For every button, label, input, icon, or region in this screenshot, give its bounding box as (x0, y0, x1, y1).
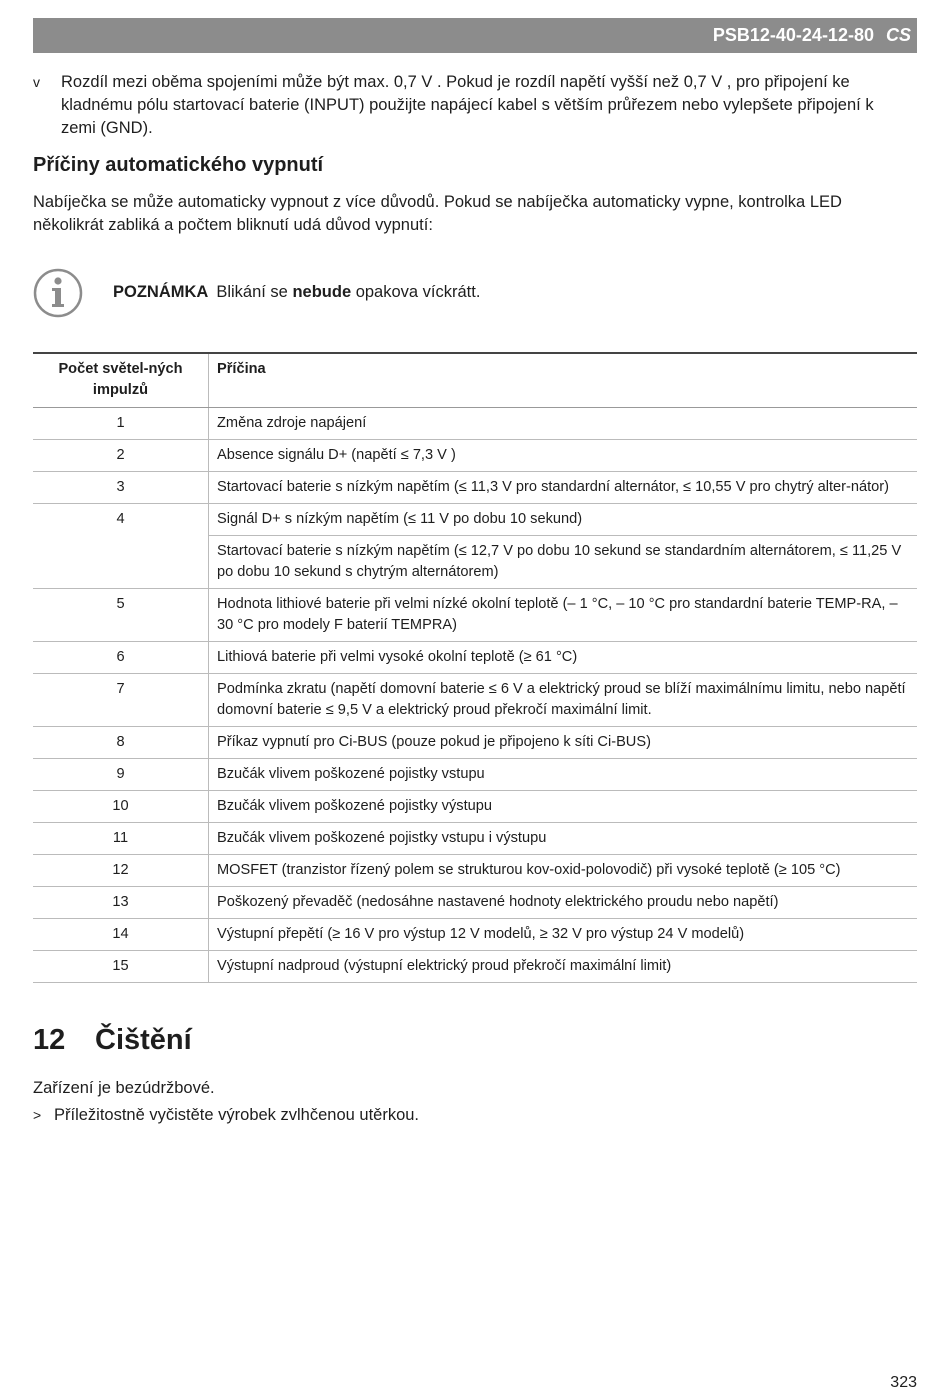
header-bar (33, 18, 917, 53)
cell-count: 3 (33, 472, 209, 504)
table-row (33, 408, 917, 440)
chapter-number: 12 (33, 1024, 66, 1056)
table-header-row (33, 353, 917, 408)
cell-count: 12 (33, 855, 209, 887)
cell-count: 10 (33, 791, 209, 823)
cell-cause: Startovací baterie s nízkým napětím (≤ 11,3 V pro standardní alternátor, ≤ 10,55 V pro chytrý alter-nátor) (209, 472, 918, 504)
cell-count: 7 (33, 674, 209, 727)
cell-cause: Bzučák vlivem poškozené pojistky vstupu i výstupu (209, 823, 918, 855)
cell-cause: Výstupní nadproud (výstupní elektrický proud překročí maximální limit) (209, 951, 918, 983)
cell-cause: Bzučák vlivem poškozené pojistky vstupu (209, 759, 918, 791)
cell-cause: Příkaz vypnutí pro Ci-BUS (pouze pokud je připojeno k síti Ci-BUS) (209, 727, 918, 759)
cell-cause: Hodnota lithiové baterie při velmi nízké okolní teplotě (– 1 °C, – 10 °C pro standardní baterie TEMP-RA, – 30 °C pro modely F baterií TEMPRA) (209, 589, 918, 642)
table-row (33, 589, 917, 642)
cell-cause: Signál D+ s nízkým napětím (≤ 11 V po dobu 10 sekund) (209, 504, 918, 536)
shutdown-causes-table (33, 352, 917, 983)
cell-cause: Podmínka zkratu (napětí domovní baterie ≤ 6 V a elektrický proud se blíží maximálnímu limitu, nebo napětí domovní baterie ≤ 9,5 V a elektrický proud překročí maximální limit. (209, 674, 918, 727)
chapter-title: Čištění (95, 1024, 192, 1056)
chapter-heading (33, 1024, 192, 1057)
cell-count: 9 (33, 759, 209, 791)
bullet-item (33, 71, 893, 140)
info-icon (33, 268, 83, 318)
table-row (33, 823, 917, 855)
cell-cause: MOSFET (tranzistor řízený polem se strukturou kov-oxid-polovodič) při vysoké teplotě (≥ 105 °C) (209, 855, 918, 887)
instruction-step (33, 1106, 419, 1125)
table-row (33, 855, 917, 887)
cell-count: 15 (33, 951, 209, 983)
table-row (33, 759, 917, 791)
cell-count: 11 (33, 823, 209, 855)
step-marker: > (33, 1107, 42, 1123)
cell-cause: Změna zdroje napájení (209, 408, 918, 440)
table-row (33, 951, 917, 983)
note (113, 283, 480, 302)
cell-cause: Startovací baterie s nízkým napětím (≤ 12,7 V po dobu 10 sekund se standardním alternátorem, ≤ 11,25 V po dobu 10 sekund s chytrým alternátorem) (209, 536, 918, 589)
note-text-before: Blikání se (216, 283, 293, 301)
intro-paragraph: Nabíječka se může automaticky vypnout z více důvodů. Pokud se nabíječka automaticky vypne, kontrolka LED několikrát zabliká a počtem bliknutí udá důvod vypnutí: (33, 193, 842, 234)
table-row (33, 919, 917, 951)
note-label: POZNÁMKA (113, 283, 209, 301)
step-text: Příležitostně vyčistěte výrobek zvlhčenou utěrkou. (54, 1106, 420, 1124)
section-title: Příčiny automatického vypnutí (33, 154, 324, 176)
cell-count: 13 (33, 887, 209, 919)
cell-cause: Lithiová baterie při velmi vysoké okolní teplotě (≥ 61 °C) (209, 642, 918, 674)
note-text-after: opakova víckrátt. (351, 283, 481, 301)
cell-cause: Bzučák vlivem poškozené pojistky výstupu (209, 791, 918, 823)
cell-count: 2 (33, 440, 209, 472)
cell-count: 5 (33, 589, 209, 642)
header-title: PSB12-40-24-12-80 (712, 25, 874, 45)
bullet-marker: v (33, 74, 40, 90)
cell-cause: Výstupní přepětí (≥ 16 V pro výstup 12 V modelů, ≥ 32 V pro výstup 24 V modelů) (209, 919, 918, 951)
cell-count: 14 (33, 919, 209, 951)
page-number: 323 (890, 1374, 917, 1391)
chapter-paragraph: Zařízení je bezúdržbové. (33, 1079, 215, 1097)
cell-count: 1 (33, 408, 209, 440)
table-row (33, 642, 917, 674)
table-row (33, 887, 917, 919)
table-row (33, 504, 917, 536)
column-header-count: Počet světel-ných impulzů (33, 353, 209, 408)
cell-cause: Absence signálu D+ (napětí ≤ 7,3 V ) (209, 440, 918, 472)
language-code: CS (885, 25, 911, 45)
table-row (33, 727, 917, 759)
bullet-text: Rozdíl mezi oběma spojeními může být max. 0,7 V . Pokud je rozdíl napětí vyšší než 0,7 V , pro připojení ke kladnému pólu startovací baterie (INPUT) použijte napájecí kabel s větším průřezem nebo vylepšete připojení k zemi (GND). (61, 73, 874, 137)
table-row (33, 791, 917, 823)
column-header-cause: Příčina (209, 353, 918, 408)
table-row (33, 472, 917, 504)
table-row (33, 440, 917, 472)
note-text-bold: nebude (292, 283, 352, 301)
cell-count: 6 (33, 642, 209, 674)
table-row (33, 674, 917, 727)
cell-count: 4 (33, 504, 209, 589)
cell-cause: Poškozený převaděč (nedosáhne nastavené hodnoty elektrického proudu nebo napětí) (209, 887, 918, 919)
cell-count: 8 (33, 727, 209, 759)
